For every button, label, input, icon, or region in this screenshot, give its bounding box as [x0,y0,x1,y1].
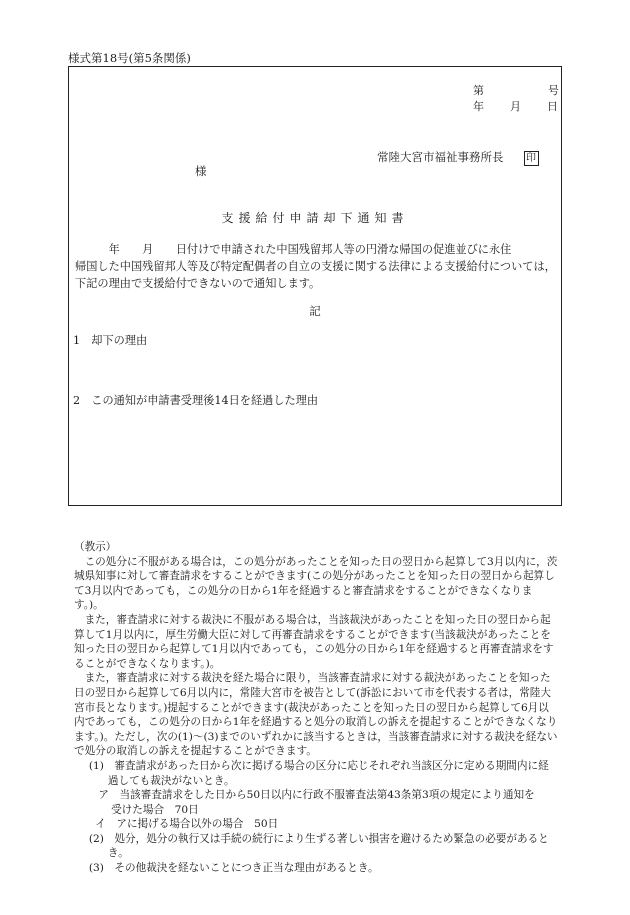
document-title: 支援給付申請却下通知書 [221,211,409,225]
delay-reason-label: 2 この通知が申請書受理後14日を経過した理由 [73,394,319,407]
addressee-honorific: 様 [195,164,207,178]
notice-heading: （教示） [74,541,117,553]
notice-paragraph-2: また，審査請求に対する裁決に不服がある場合は，当該裁決があったことを知った日の翌日から起算して1月以内に，厚生労働大臣に対して再審査請求をすることができます(当該裁決があったことを知った日の翌日から起算して1月以内であっても，この処分の日から1年を経過すると再審査請求をすることができなくなります。)。 [74,613,554,670]
issuer-name: 常陸大宮市福祉事務所長 [377,150,504,164]
notice-paragraph-1: この処分に不服がある場合は，この処分があったことを知った日の翌日から起算して3月以内に，茨城県知事に対して審査請求をすることができます(この処分があったことを知った日の翌日から起算して3月以内であっても，この処分の日から1年を経過すると審査請求をすることができなくなります。)。 [74,555,558,612]
notice-item-1a-line2: 受けた場合 70日 [111,803,199,816]
notice-item-3: (3) その他裁決を経ないことにつき正当な理由があるとき。 [88,862,379,875]
date-year: 年 [473,100,484,113]
notice-paragraph-3: また，審査請求に対する裁決を経た場合に限り，当該審査請求に対する裁決があったことを知った日の翌日から起算して6月以内に，常陸大宮市を被告として(訴訟において市を代表する者は，常陸大宮市長となります。)提起することができます(裁決があったことを知った日の翌日から起算して6月以内であっても，この処分の日から1年を経過すると処分の取消しの訴えを提起することができなくなります。)。ただし，次の(1)～(3)までのいずれかに該当するときは，当該審査請求に対する裁決を経ないで処分の取消しの訴えを提起することができます。 [74,672,558,758]
issuer-line [377,149,539,166]
document-body [69,241,561,292]
notice-item-1a-line1: ア 当該審査請求をした日から50日以内に行政不服審査法第43条第3項の規定により通知を [98,789,535,802]
number-suffix: 号 [548,84,559,97]
notice-item-1: (1) 審査請求があった日から次に掲げる場合の区分に応じそれぞれ当該区分に定める期間内に経過しても裁決がないとき。 [88,759,549,787]
number-prefix: 第 [473,84,484,97]
notice-item-1b: イ アに掲げる場合以外の場合 50日 [95,818,279,831]
body-line-1: 年 月 日付けで申請された中国残留邦人等の円滑な帰国の促進並びに永住 [75,243,512,256]
document-date-line [473,99,558,116]
form-number-label: 様式第18号(第5条関係) [68,51,191,65]
body-line-2: 帰国した中国残留邦人等及び特定配偶者の自立の支援に関する法律による支援給付については，下記の理由で支援給付できないので通知します。 [75,260,556,290]
date-day: 日 [547,100,558,113]
rejection-reason-label: 1 却下の理由 [73,334,148,347]
instruction-notice [74,540,558,876]
notice-item-2: (2) 処分，処分の執行又は手続の続行により生ずる著しい損害を避けるため緊急の必要があるとき。 [88,832,549,860]
notice-form-box [68,66,562,506]
document-number-line [473,83,559,100]
seal-mark: 印 [524,151,539,166]
ki-heading: 記 [309,304,321,318]
date-month: 月 [510,100,521,113]
